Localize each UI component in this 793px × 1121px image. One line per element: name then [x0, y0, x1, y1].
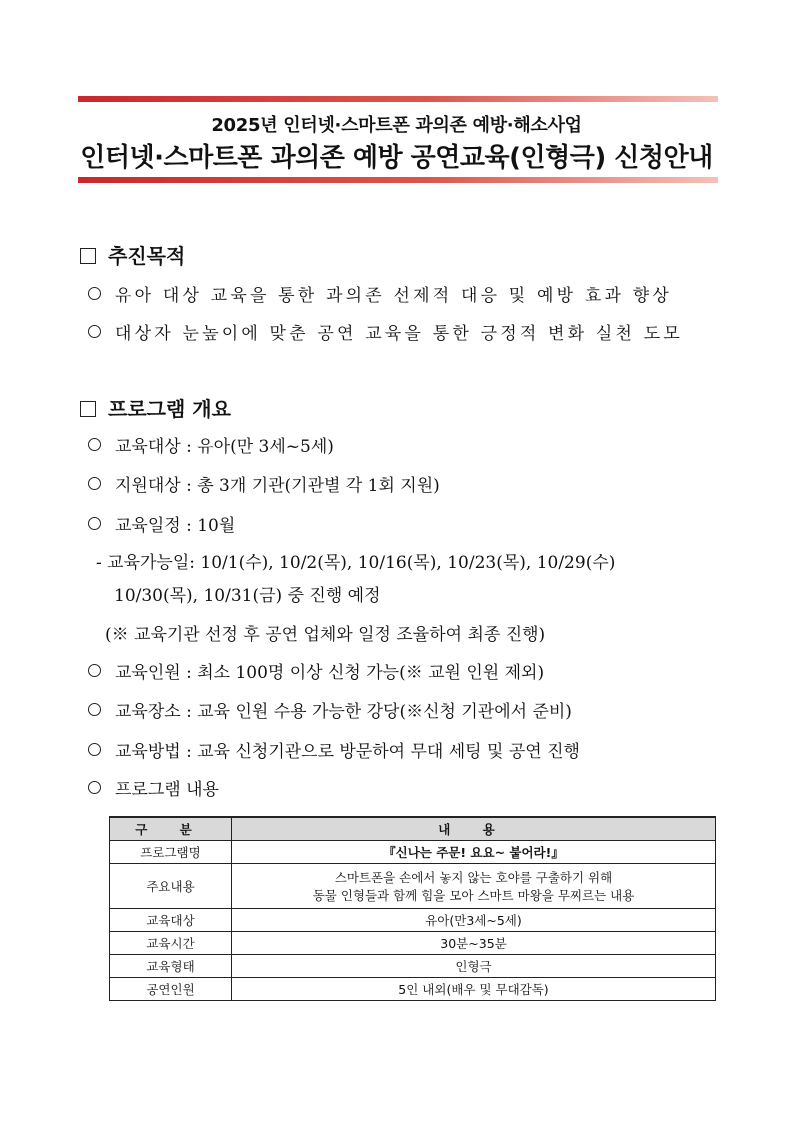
table-cell-value: 30분~35분: [232, 932, 716, 955]
table-row: [110, 841, 716, 864]
list-item: [88, 658, 544, 683]
table-cell-value: [232, 864, 716, 909]
table-header-row: [110, 817, 716, 841]
list-item-text: 교육일정 : 10월: [115, 516, 236, 536]
table-cell-value-line: 스마트폰을 손에서 놓지 않는 호야를 구출하기 위해: [334, 870, 613, 885]
table-cell-value: 『신나는 주문! 요요~ 붙어라!』: [232, 841, 716, 864]
circle-bullet-icon: [88, 287, 101, 300]
document-title: 인터넷·스마트폰 과의존 예방 공연교육(인형극) 신청안내: [80, 143, 713, 173]
circle-bullet-icon: [88, 477, 101, 490]
list-item-text: 유아 대상 교육을 통한 과의존 선제적 대응 및 예방 효과 향상: [115, 286, 672, 306]
list-item-text: 교육대상 : 유아(만 3세~5세): [115, 437, 334, 457]
circle-bullet-icon: [88, 325, 101, 338]
section-heading-purpose: [80, 240, 185, 269]
note-line: (※ 교육기관 선정 후 공연 업체와 일정 조율하여 최종 진행): [105, 625, 546, 645]
circle-bullet-icon: [88, 703, 101, 716]
circle-bullet-icon: [88, 438, 101, 451]
section-heading-label: 추진목적: [108, 244, 186, 268]
list-item: [88, 471, 440, 496]
list-item-text: 프로그램 내용: [115, 780, 219, 800]
document-subtitle: 2025년 인터넷·스마트폰 과의존 예방·해소사업: [211, 115, 582, 136]
table-row: [110, 955, 716, 978]
table-cell-key: 프로그램명: [110, 841, 232, 864]
table-header-content: 내 용: [232, 817, 716, 841]
list-item-text: 대상자 눈높이에 맞춘 공연 교육을 통한 긍정적 변화 실천 도모: [115, 324, 683, 344]
program-table: [109, 816, 716, 1001]
list-item: [88, 319, 683, 344]
bottom-decorative-band: [78, 177, 718, 183]
table-cell-key: 교육대상: [110, 909, 232, 932]
table-cell-value: 유아(만3세~5세): [232, 909, 716, 932]
table-cell-value-line: 동물 인형들과 함께 힘을 모아 스마트 마왕을 무찌르는 내용: [312, 888, 635, 903]
table-cell-value: 인형극: [232, 955, 716, 978]
circle-bullet-icon: [88, 664, 101, 677]
list-item-text: 지원대상 : 총 3개 기관(기관별 각 1회 지원): [115, 476, 440, 496]
table-row: [110, 909, 716, 932]
list-item: [88, 281, 672, 306]
list-item: [88, 432, 334, 457]
list-item-text: 교육방법 : 교육 신청기관으로 방문하여 무대 세팅 및 공연 진행: [115, 742, 580, 762]
list-item-text: 교육인원 : 최소 100명 이상 신청 가능(※ 교원 인원 제외): [115, 663, 545, 683]
table-cell-key: 교육형태: [110, 955, 232, 978]
table-cell-value: 5인 내외(배우 및 무대감독): [232, 978, 716, 1001]
dates-line: - 교육가능일: 10/1(수), 10/2(목), 10/16(목), 10/23(목), 10/29(수): [96, 553, 616, 573]
list-item: [88, 775, 219, 800]
top-decorative-band: [78, 96, 718, 102]
list-item: [88, 737, 580, 762]
table-row: [110, 864, 716, 909]
table-row: [110, 978, 716, 1001]
square-bullet-icon: [80, 248, 96, 264]
table-row: [110, 932, 716, 955]
table-cell-key: 주요내용: [110, 864, 232, 909]
table-cell-key: 교육시간: [110, 932, 232, 955]
circle-bullet-icon: [88, 743, 101, 756]
section-heading-label: 프로그램 개요: [108, 397, 231, 421]
section-heading-overview: [80, 393, 231, 422]
table-header-category: 구 분: [110, 817, 232, 841]
list-item-text: 교육장소 : 교육 인원 수용 가능한 강당(※신청 기관에서 준비): [115, 702, 572, 722]
list-item: [88, 697, 572, 722]
table-cell-key: 공연인원: [110, 978, 232, 1001]
list-item: [88, 511, 235, 536]
dates-line-continued: 10/30(목), 10/31(금) 중 진행 예정: [114, 586, 381, 606]
circle-bullet-icon: [88, 781, 101, 794]
circle-bullet-icon: [88, 517, 101, 530]
square-bullet-icon: [80, 401, 96, 417]
